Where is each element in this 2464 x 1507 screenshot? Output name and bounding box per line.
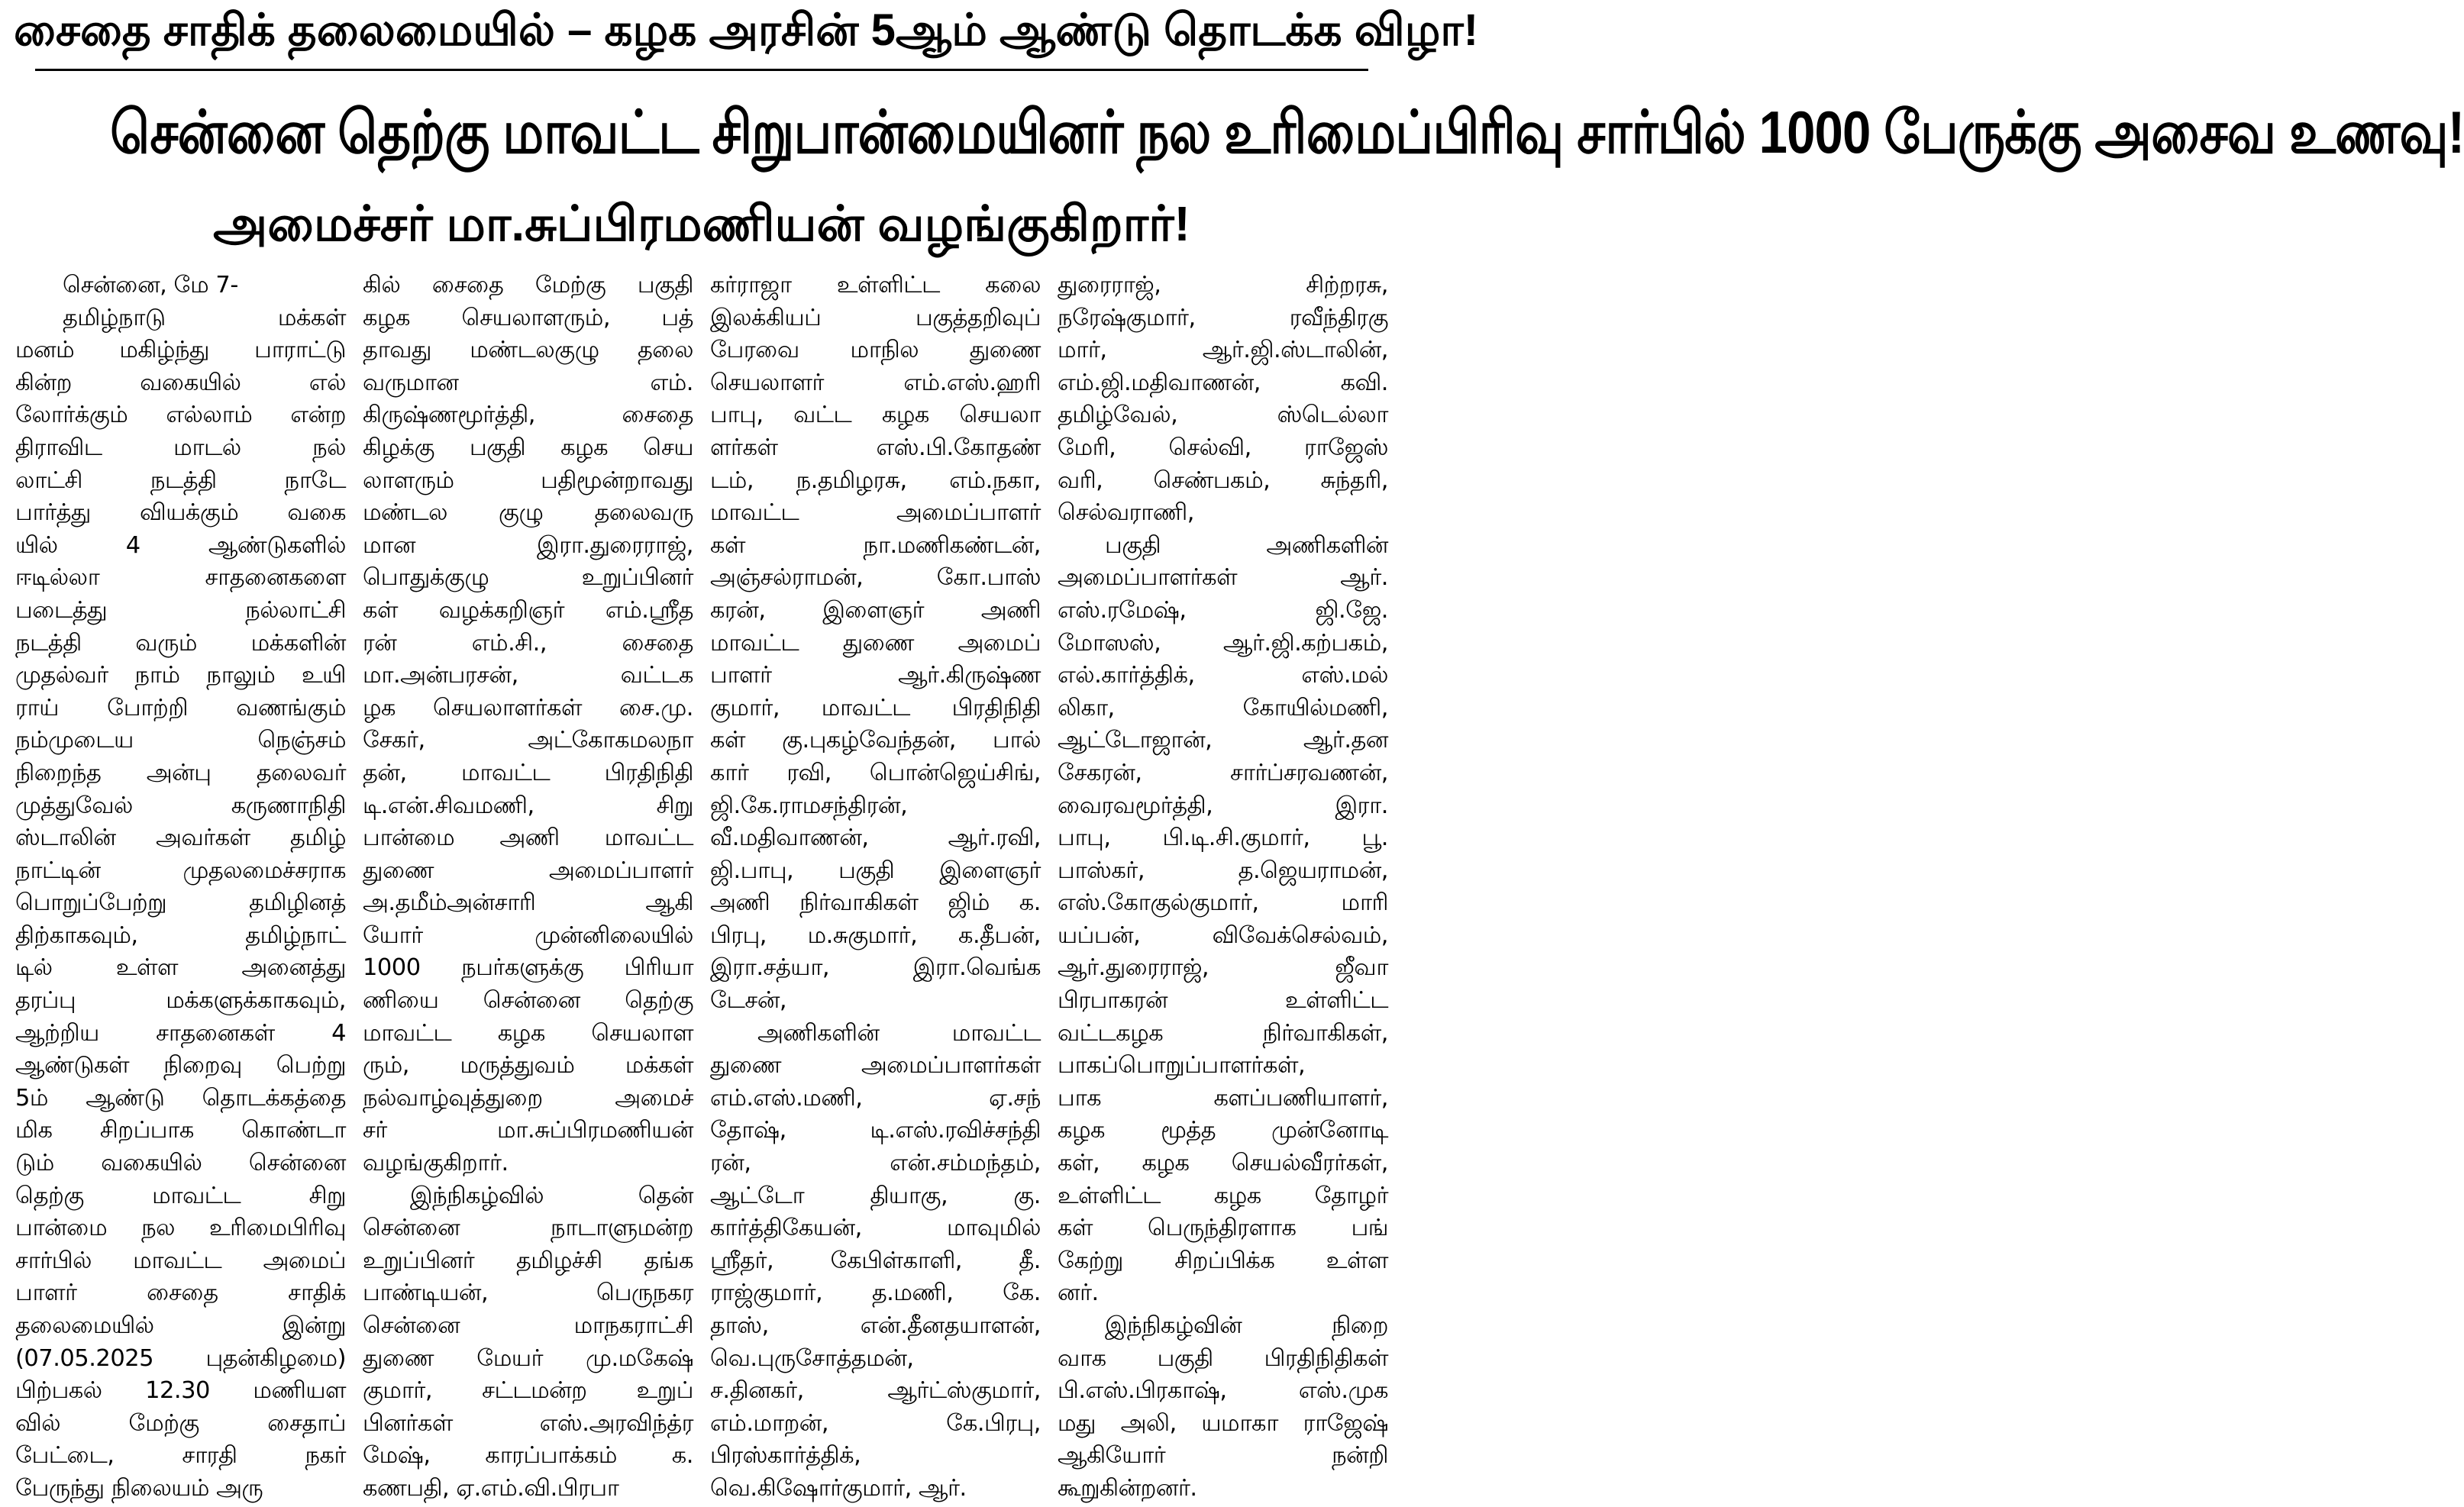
article-line: எஸ்.ரமேஷ், ஜி.ஜே. <box>1058 596 1388 624</box>
article-line: கள் கு.புகழ்வேந்தன், பால் <box>710 727 1041 754</box>
article-line: உள்ளிட்ட கழக தோழர் <box>1058 1182 1388 1209</box>
article-line: சென்னை மாநகராட்சி <box>363 1312 693 1339</box>
article-line: அ.தமீம்அன்சாரி ஆகி <box>363 889 693 917</box>
article-line: பாபு, வட்ட கழக செயலா <box>710 402 1041 429</box>
article-line: எம்.ஜி.மதிவாணன், கவி. <box>1058 369 1388 396</box>
article-column-2 <box>363 269 693 1505</box>
article-line: உறுப்பினர் தமிழச்சி தங்க <box>363 1247 693 1274</box>
article-line: கிருஷ்ணமூர்த்தி, சைதை <box>363 402 693 429</box>
article-line: ஜி.கே.ராமசந்திரன், <box>710 792 908 819</box>
article-line: பிற்பகல் 12.30 மணியள <box>15 1377 346 1405</box>
article-line: ராய் போற்றி வணங்கும் <box>15 694 346 721</box>
article-line: நிறைந்த அன்பு தலைவர் <box>15 759 346 786</box>
article-line: பாகப்பொறுப்பாளர்கள், <box>1058 1052 1306 1079</box>
article-line: மது அலி, யமாகா ராஜேஷ் <box>1058 1409 1388 1437</box>
article-line: ஆற்றிய சாதனைகள் 4 <box>15 1019 346 1047</box>
article-line: கழக மூத்த முன்னோடி <box>1058 1117 1388 1144</box>
article-line: அஞ்சல்ராமன், கோ.பாஸ் <box>710 564 1041 592</box>
article-line: பேரவை மாநில துணை <box>710 337 1041 364</box>
article-line: கார்த்திகேயன், மாவுமில் <box>710 1215 1041 1242</box>
article-line: கேற்று சிறப்பிக்க உள்ள <box>1058 1247 1388 1274</box>
article-line: மாவட்ட அமைப்பாளர் <box>710 499 1041 527</box>
top-headline: சைதை சாதிக் தலைமையில் – கழக அரசின் 5ஆம் ஆண்டு தொடக்க விழா! <box>14 5 1479 55</box>
article-line: டம், ந.தமிழரசு, எம்.நகா, <box>710 466 1041 494</box>
article-line: குமார், மாவட்ட பிரதிநிதி <box>710 694 1041 721</box>
article-line: வரி, செண்பகம், சுந்தரி, <box>1058 466 1388 494</box>
article-line: நாட்டின் முதலமைச்சராக <box>15 857 346 884</box>
article-line: இந்நிகழ்வில் தென் <box>410 1182 693 1209</box>
article-line: மார், ஆர்.ஜி.ஸ்டாலின், <box>1058 337 1388 364</box>
article-line: கள், கழக செயல்வீரர்கள், <box>1058 1150 1388 1177</box>
article-line: ஆண்டுகள் நிறைவு பெற்று <box>15 1052 346 1079</box>
article-line: வைரவமூர்த்தி, இரா. <box>1058 792 1388 819</box>
article-line: பான்மை நல உரிமைபிரிவு <box>15 1215 346 1242</box>
article-line: சர் மா.சுப்பிரமணியன் <box>363 1117 693 1144</box>
article-line: மான இரா.துரைராஜ், <box>363 531 693 559</box>
article-line: பொதுக்குழு உறுப்பினர் <box>363 564 693 592</box>
article-line: தாவது மண்டலகுழு தலை <box>363 337 693 364</box>
article-line: முத்துவேல் கருணாநிதி <box>15 792 346 819</box>
article-line: சென்னை நாடாளுமன்ற <box>363 1215 693 1242</box>
article-body <box>14 269 1390 1505</box>
article-line: கில் சைதை மேற்கு பகுதி <box>363 272 693 298</box>
article-line: வில் மேற்கு சைதாப் <box>15 1409 346 1437</box>
article-line: தலைமையில் இன்று <box>15 1312 346 1339</box>
article-line: நம்முடைய நெஞ்சம் <box>15 727 346 754</box>
article-line: தோஷ், டி.எஸ்.ரவிச்சந்தி <box>710 1117 1041 1144</box>
article-line: வருமான எம். <box>363 369 693 396</box>
article-line: ளர்கள் எஸ்.பி.கோதண் <box>710 434 1041 461</box>
article-line: பகுதி அணிகளின் <box>1105 531 1388 559</box>
article-line: தரப்பு மக்களுக்காகவும், <box>15 987 346 1015</box>
article-line: பாளர் ஆர்.கிருஷ்ண <box>710 662 1041 689</box>
article-column-4 <box>1058 269 1388 1505</box>
article-line: பாக களப்பணியாளர், <box>1058 1084 1388 1112</box>
article-line: லிகா, கோயில்மணி, <box>1058 694 1388 721</box>
article-line: கள் வழக்கறிஞர் எம்.ஸ்ரீத <box>363 596 693 624</box>
article-line: நரேஷ்குமார், ரவீந்திரகு <box>1058 304 1388 331</box>
article-line: ணியை சென்னை தெற்கு <box>363 987 693 1015</box>
article-line: லோர்க்கும் எல்லாம் என்ற <box>15 402 346 429</box>
article-line: பிரபு, ம.சுகுமார், க.தீபன், <box>710 921 1041 949</box>
article-line: அணி நிர்வாகிகள் ஜிம் க. <box>710 889 1041 917</box>
article-line: முதல்வர் நாம் நாலும் உயி <box>15 662 346 689</box>
article-line: கிழக்கு பகுதி கழக செய <box>363 434 693 461</box>
article-line: கார் ரவி, பொன்ஜெய்சிங், <box>710 759 1041 786</box>
article-line: பிரஸ்கார்த்திக், <box>710 1442 861 1470</box>
article-line: வெ.புருசோத்தமன், <box>710 1344 914 1372</box>
article-line: வழங்குகிறார். <box>363 1150 509 1177</box>
article-line: கரன், இளைஞர் அணி <box>710 596 1041 624</box>
article-line: சென்னை, மே 7- <box>63 272 238 298</box>
article-line: மேஷ், காரப்பாக்கம் க. <box>363 1442 693 1470</box>
article-line: மிக சிறப்பாக கொண்டா <box>15 1117 346 1144</box>
article-line: பினர்கள் எஸ்.அரவிந்த்ர <box>363 1409 693 1437</box>
article-line: பேட்டை, சாரதி நகர் <box>15 1442 346 1470</box>
article-line: அமைப்பாளர்கள் ஆர். <box>1058 564 1388 592</box>
article-line: செல்வராணி, <box>1058 499 1194 527</box>
article-line: ஸ்டாலின் அவர்கள் தமிழ் <box>15 824 346 852</box>
article-column-3 <box>710 269 1041 1505</box>
article-line: மண்டல குழு தலைவரு <box>363 499 693 527</box>
article-line: கள் பெருந்திரளாக பங் <box>1058 1215 1388 1242</box>
article-line: பொறுப்பேற்று தமிழினத் <box>15 889 346 917</box>
article-line: கர்ராஜா உள்ளிட்ட கலை <box>710 272 1041 298</box>
article-line: மாவட்ட கழக செயலாள <box>363 1019 693 1047</box>
article-line: மனம் மகிழ்ந்து பாராட்டு <box>15 337 346 364</box>
article-line: துணை அமைப்பாளர்கள் <box>710 1052 1041 1079</box>
article-line: ராஜ்குமார், த.மணி, கே. <box>710 1279 1041 1307</box>
article-line: ச.தினகர், ஆர்ட்ஸ்குமார், <box>710 1377 1041 1405</box>
article-line: மேரி, செல்வி, ராஜேஸ் <box>1058 434 1388 461</box>
article-line: சேகர், அட்கோகமலநா <box>363 727 693 754</box>
article-line: ஸ்ரீதர், கேபிள்காளி, தீ. <box>710 1247 1041 1274</box>
article-line: திராவிட மாடல் நல் <box>15 434 346 461</box>
article-line: பாளர் சைதை சாதிக் <box>15 1279 346 1307</box>
article-line: ஆகியோர் நன்றி <box>1058 1442 1388 1470</box>
article-line: இந்நிகழ்வின் நிறை <box>1105 1312 1388 1339</box>
article-line: யோர் முன்னிலையில் <box>363 921 693 949</box>
article-line: லாளரும் பதிமூன்றாவது <box>363 466 693 494</box>
article-line: துணை அமைப்பாளர் <box>363 857 693 884</box>
article-column-1 <box>15 269 346 1505</box>
article-line: டேசன், <box>710 987 787 1015</box>
article-line: ஆட்டோ தியாகு, கு. <box>710 1182 1041 1209</box>
article-line: 5ம் ஆண்டு தொடக்கத்தை <box>15 1084 346 1112</box>
article-line: பிரபாகரன் உள்ளிட்ட <box>1058 987 1388 1015</box>
article-line: சேகரன், சார்ப்சரவணன், <box>1058 759 1388 786</box>
article-line: தெற்கு மாவட்ட சிறு <box>15 1182 346 1209</box>
article-line: ரன் எம்.சி., சைதை <box>363 629 693 657</box>
article-line: டும் வகையில் சென்னை <box>15 1150 346 1177</box>
article-line: ஈடில்லா சாதனைகளை <box>15 564 346 592</box>
article-line: தமிழ்நாடு மக்கள் <box>63 304 346 331</box>
article-line: பாபு, பி.டி.சி.குமார், பூ. <box>1058 824 1388 852</box>
article-line: பான்மை அணி மாவட்ட <box>363 824 693 852</box>
sub-headline: அமைச்சர் மா.சுப்பிரமணியன் வழங்குகிறார்! <box>213 196 1190 251</box>
headline-divider <box>35 69 1368 71</box>
article-line: படைத்து நல்லாட்சி <box>15 596 346 624</box>
article-line: மாவட்ட துணை அமைப் <box>710 629 1041 657</box>
article-line: தாஸ், என்.தீனதயாளன், <box>710 1312 1041 1339</box>
article-line: யப்பன், விவேக்செல்வம், <box>1058 921 1388 949</box>
article-line: திற்காகவும், தமிழ்நாட் <box>15 921 346 949</box>
article-line: செயலாளர் எம்.எஸ்.ஹரி <box>710 369 1041 396</box>
article-line: ஆட்டோஜான், ஆர்.தன <box>1058 727 1388 754</box>
article-line: லாட்சி நடத்தி நாடே <box>15 466 346 494</box>
article-line: ரன், என்.சம்மந்தம், <box>710 1150 1041 1177</box>
article-line: எம்.எஸ்.மணி, ஏ.சந் <box>710 1084 1041 1112</box>
article-line: தமிழ்வேல், ஸ்டெல்லா <box>1058 402 1388 429</box>
article-line: ஜி.பாபு, பகுதி இளைஞர் <box>710 857 1041 884</box>
article-line: தன், மாவட்ட பிரதிநிதி <box>363 759 693 786</box>
article-line: கள் நா.மணிகண்டன், <box>710 531 1041 559</box>
article-line: மோஸஸ், ஆர்.ஜி.கற்பகம், <box>1058 629 1388 657</box>
article-line: எஸ்.கோகுல்குமார், மாரி <box>1058 889 1388 917</box>
article-line: கணபதி, ஏ.எம்.வி.பிரபா <box>363 1474 619 1502</box>
article-line: நல்வாழ்வுத்துறை அமைச் <box>363 1084 693 1112</box>
article-line: ழக செயலாளர்கள் சை.மு. <box>363 694 693 721</box>
article-line: கழக செயலாளரும், பத் <box>363 304 693 331</box>
article-line: குமார், சட்டமன்ற உறுப் <box>363 1377 693 1405</box>
article-line: (07.05.2025 புதன்கிழமை) <box>15 1344 346 1372</box>
article-line: மா.அன்பரசன், வட்டக <box>363 662 693 689</box>
article-line: 1000 நபர்களுக்கு பிரியா <box>363 954 693 982</box>
article-line: பார்த்து வியக்கும் வகை <box>15 499 346 527</box>
article-line: எல்.கார்த்திக், எஸ்.மல் <box>1058 662 1388 689</box>
article-line: பாண்டியன், பெருநகர <box>363 1279 693 1307</box>
article-line: இரா.சத்யா, இரா.வெங்க <box>710 954 1041 982</box>
article-line: கூறுகின்றனர். <box>1058 1474 1197 1502</box>
main-headline: சென்னை தெற்கு மாவட்ட சிறுபான்மையினர் நல உரிமைப்பிரிவு சார்பில் 1000 பேருக்கு அசைவ உணவு! <box>110 98 2464 166</box>
article-line: அணிகளின் மாவட்ட <box>757 1019 1041 1047</box>
article-line: ரும், மருத்துவம் மக்கள் <box>363 1052 693 1079</box>
article-line: துணை மேயர் மு.மகேஷ் <box>363 1344 693 1372</box>
article-line: பாஸ்கர், த.ஜெயராமன், <box>1058 857 1388 884</box>
article-line: பேருந்து நிலையம் அரு <box>15 1474 263 1502</box>
article-line: டி.என்.சிவமணி, சிறு <box>363 792 693 819</box>
article-line: பி.எஸ்.பிரகாஷ், எஸ்.முக <box>1058 1377 1388 1405</box>
article-line: வாக பகுதி பிரதிநிதிகள் <box>1058 1344 1388 1372</box>
article-line: ஆர்.துரைராஜ், ஜீவா <box>1058 954 1388 982</box>
article-line: துரைராஜ், சிற்றரசு, <box>1058 272 1388 298</box>
article-line: வீ.மதிவாணன், ஆர்.ரவி, <box>710 824 1041 852</box>
article-line: இலக்கியப் பகுத்தறிவுப் <box>710 304 1041 331</box>
article-line: சார்பில் மாவட்ட அமைப் <box>15 1247 346 1274</box>
article-line: கின்ற வகையில் எல் <box>15 369 346 396</box>
article-line: நடத்தி வரும் மக்களின் <box>15 629 346 657</box>
article-line: டில் உள்ள அனைத்து <box>15 954 346 982</box>
article-line: யில் 4 ஆண்டுகளில் <box>15 531 346 559</box>
article-line: னர். <box>1058 1279 1099 1307</box>
article-line: வெ.கிஷோர்குமார், ஆர். <box>710 1474 967 1502</box>
article-line: எம்.மாறன், கே.பிரபு, <box>710 1409 1041 1437</box>
article-line: வட்டகழக நிர்வாகிகள், <box>1058 1019 1388 1047</box>
